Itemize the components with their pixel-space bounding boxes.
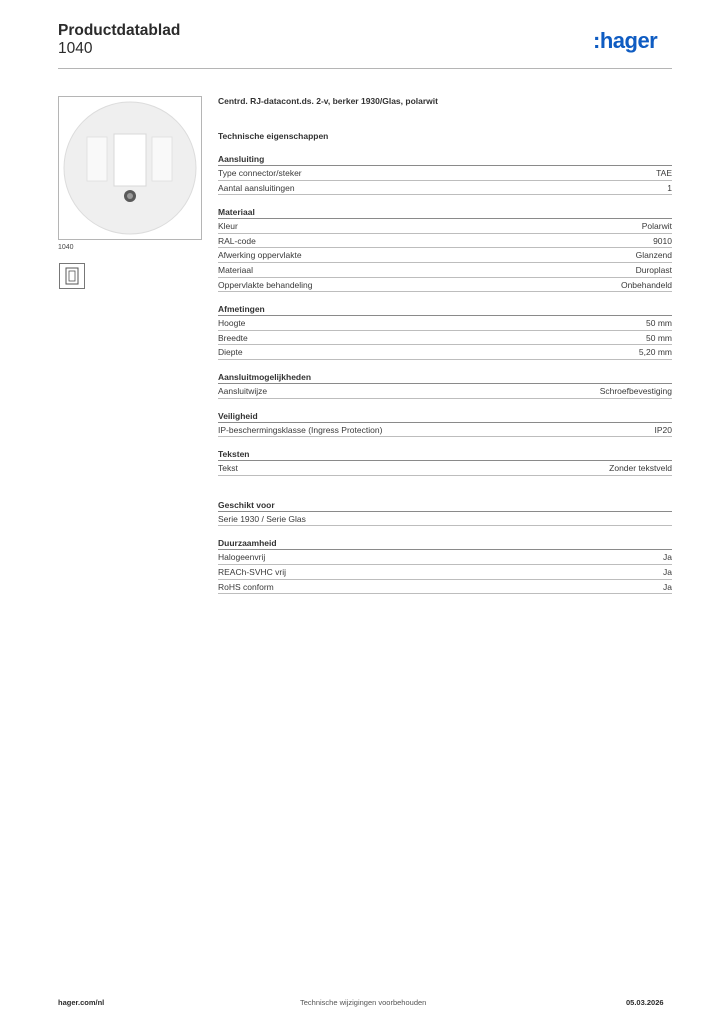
- spec-group-title: Teksten: [218, 448, 672, 461]
- spec-row: [218, 248, 672, 263]
- tech-properties-heading: Technische eigenschappen: [218, 131, 329, 141]
- spec-group: [218, 153, 672, 195]
- spec-group-title: Geschikt voor: [218, 499, 672, 512]
- spec-row: [218, 345, 672, 360]
- spec-label: Serie 1930 / Serie Glas: [218, 513, 306, 524]
- footer-website[interactable]: hager.com/nl: [58, 998, 105, 1007]
- product-number: 1040: [58, 40, 93, 57]
- spec-value: 50 mm: [646, 318, 672, 329]
- spec-value: Schroefbevestiging: [599, 385, 672, 396]
- data-socket-symbol-icon: [60, 264, 84, 288]
- spec-label: Aantal aansluitingen: [218, 182, 295, 193]
- product-cover-plate-icon: [59, 97, 201, 239]
- spec-group-title: Afmetingen: [218, 303, 672, 316]
- spec-label: Oppervlakte behandeling: [218, 279, 313, 290]
- spec-label: REACh-SVHC vrij: [218, 566, 287, 577]
- spec-value: Polarwit: [641, 221, 672, 232]
- spec-value: IP20: [654, 424, 672, 435]
- spec-row: [218, 550, 672, 565]
- spec-label: Aansluitwijze: [218, 385, 268, 396]
- symbol-box: [59, 263, 85, 289]
- spec-label: Type connector/steker: [218, 168, 302, 178]
- spec-value: 9010: [653, 235, 672, 246]
- spec-label: Tekst: [218, 463, 238, 474]
- spec-value: Onbehandeld: [620, 279, 672, 290]
- spec-row: [218, 263, 672, 278]
- footer-date: 05.03.2026: [626, 998, 664, 1007]
- spec-row: [218, 580, 672, 595]
- spec-group: [218, 410, 672, 438]
- spec-group-title: Aansluiting: [218, 153, 672, 166]
- spec-group: [218, 303, 672, 360]
- spec-label: Diepte: [218, 347, 243, 358]
- footer-disclaimer: Technische wijzigingen voorbehouden: [300, 998, 427, 1007]
- spec-row: [218, 384, 672, 399]
- spec-value: Duroplast: [635, 264, 672, 275]
- spec-group: [218, 206, 672, 292]
- spec-row: [218, 234, 672, 249]
- spec-label: Materiaal: [218, 264, 253, 275]
- spec-row: [218, 512, 672, 527]
- spec-row: [218, 316, 672, 331]
- spec-group-title: Veiligheid: [218, 410, 672, 423]
- spec-row: [218, 331, 672, 346]
- spec-group-title: Duurzaamheid: [218, 537, 672, 550]
- spec-label: IP-beschermingsklasse (Ingress Protection): [218, 424, 383, 435]
- spec-row: [218, 219, 672, 234]
- spec-group: [218, 448, 672, 476]
- spec-row: [218, 565, 672, 580]
- logo-text: hager: [599, 28, 658, 53]
- spec-label: RAL-code: [218, 235, 256, 246]
- hager-logo: [593, 28, 657, 54]
- product-description: Centrd. RJ-datacont.ds. 2-v, berker 1930/Glas, polarwit: [218, 96, 438, 106]
- spec-label: Breedte: [218, 332, 248, 343]
- spec-value: Zonder tekstveld: [609, 463, 672, 474]
- spec-row: [218, 166, 672, 181]
- spec-value: Ja: [663, 552, 672, 563]
- spec-group-title: Materiaal: [218, 206, 672, 219]
- logo-mark-icon: :: [593, 28, 600, 53]
- spec-value: Ja: [663, 566, 672, 577]
- header-divider: [58, 68, 672, 69]
- spec-value: 1: [667, 182, 672, 193]
- spec-value: Ja: [663, 581, 672, 592]
- product-image: [58, 96, 202, 240]
- spec-label: Hoogte: [218, 318, 246, 329]
- spec-value: 50 mm: [646, 332, 672, 343]
- spec-label: Halogeenvrij: [218, 552, 266, 563]
- spec-row: [218, 181, 672, 196]
- spec-label: Kleur: [218, 221, 238, 232]
- spec-row: [218, 423, 672, 438]
- spec-value: 5,20 mm: [638, 347, 672, 358]
- spec-group: [218, 371, 672, 399]
- spec-group-title: Aansluitmogelijkheden: [218, 371, 672, 384]
- spec-label: RoHS conform: [218, 581, 274, 592]
- spec-label: Afwerking oppervlakte: [218, 250, 302, 261]
- document-title: Productdatablad: [58, 22, 181, 39]
- spec-content: [218, 96, 672, 594]
- spec-value: TAE: [656, 168, 672, 178]
- spec-row: [218, 461, 672, 476]
- image-caption: 1040: [58, 244, 74, 251]
- spec-row: [218, 278, 672, 293]
- spec-value: Glanzend: [635, 250, 672, 261]
